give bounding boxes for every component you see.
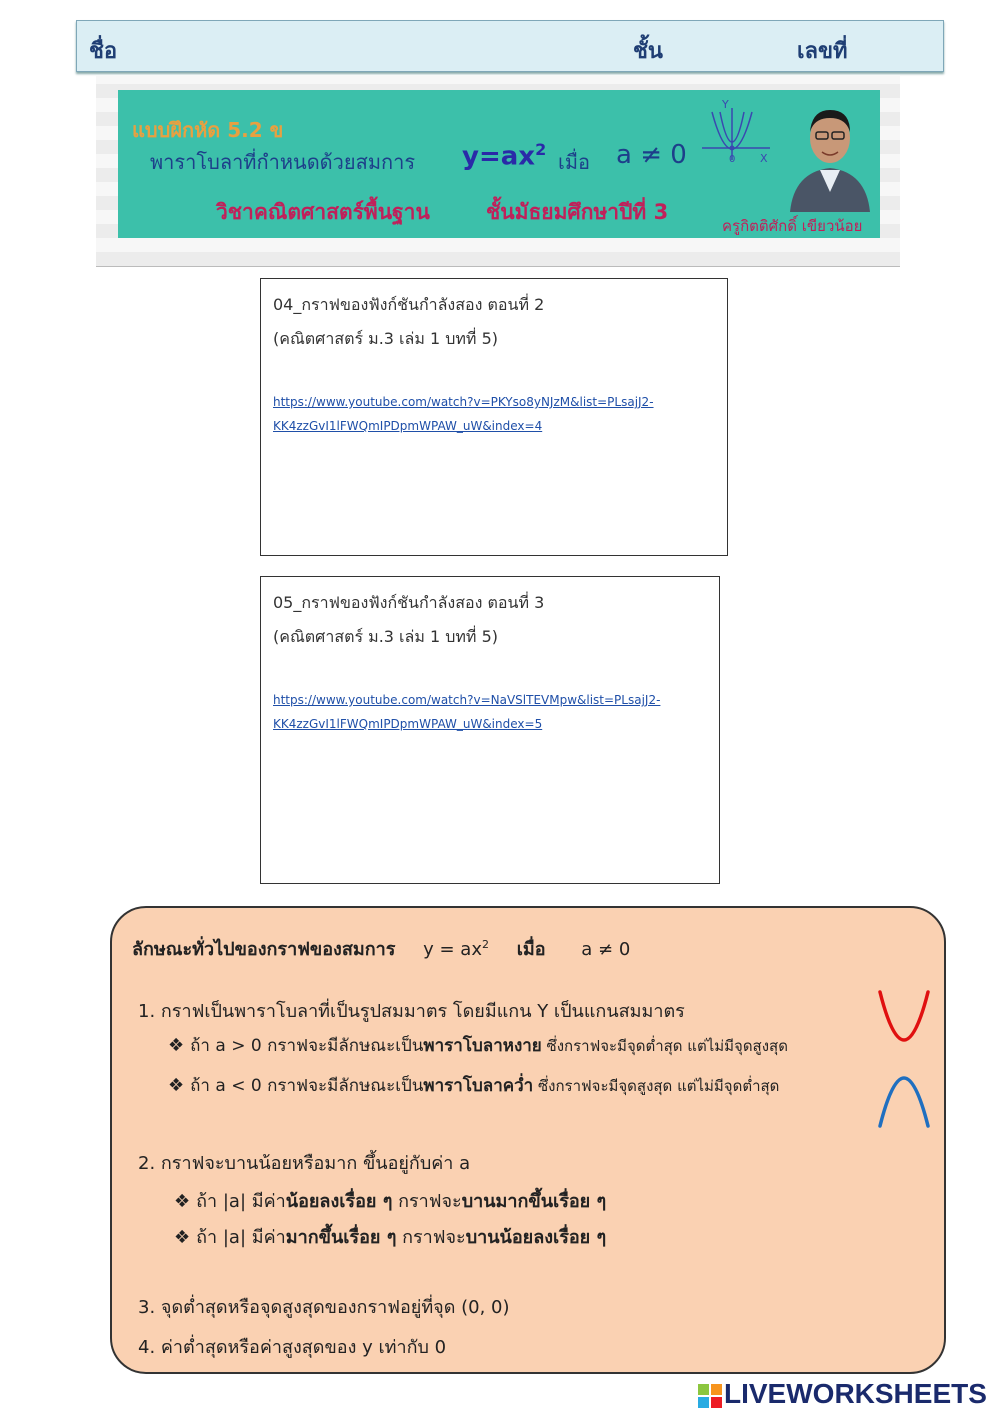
video-link-line1[interactable]: https://www.youtube.com/watch?v=NaVSlTEVMpw&list=PLsajJ2- (273, 693, 661, 707)
point-2b: ❖ ถ้า |a| มีค่ามากขึ้นเรื่อย ๆ กราฟจะบานน้อยลงเรื่อย ๆ (174, 1227, 607, 1248)
banner-panel (118, 90, 880, 238)
teacher-name: ครูกิตติศักดิ์ เขียวน้อย (722, 217, 863, 235)
banner-when: เมื่อ (558, 150, 591, 174)
student-info-bar (76, 20, 944, 72)
point-1b: ❖ ถ้า a < 0 กราฟจะมีลักษณะเป็นพาราโบลาคว่ำ ซึ่งกราฟจะมีจุดสูงสุด แต่ไม่มีจุดต่ำสุด (168, 1075, 780, 1096)
name-label: ชื่อ (89, 39, 118, 64)
banner-subject: วิชาคณิตศาสตร์พื้นฐาน (216, 200, 430, 224)
exercise-label: แบบฝึกหัด 5.2 ข (132, 118, 284, 142)
graph-x-label: X (760, 152, 768, 165)
class-label: ชั้น (633, 39, 663, 64)
logo-text: LIVEWORKSHEETS (724, 1378, 987, 1409)
title-banner (96, 76, 900, 267)
upward-parabola-icon (876, 988, 936, 1052)
point-1a: ❖ ถ้า a > 0 กราฟจะมีลักษณะเป็นพาราโบลาหงาย ซึ่งกราฟจะมีจุดต่ำสุด แต่ไม่มีจุดสูงสุด (168, 1035, 788, 1056)
number-label: เลขที่ (797, 39, 848, 64)
banner-equation: $y=ax^2$ (462, 140, 547, 172)
summary-heading: ลักษณะทั่วไปของกราฟของสมการ $y = ax^2$ เมื่อ a ≠ 0 (132, 938, 631, 960)
video-title: 04_กราฟของฟังก์ชันกำลังสอง ตอนที่ 2 (273, 295, 545, 314)
video-card-04 (260, 278, 728, 556)
summary-box (110, 906, 946, 1374)
banner-subtitle: พาราโบลาที่กำหนดด้วยสมการ (150, 150, 416, 174)
point-2a: ❖ ถ้า |a| มีค่าน้อยลงเรื่อย ๆ กราฟจะบานมากขึ้นเรื่อย ๆ (174, 1191, 607, 1212)
point-2: 2. กราฟจะบานน้อยหรือมาก ขึ้นอยู่กับค่า a (138, 1153, 471, 1174)
video-title: 05_กราฟของฟังก์ชันกำลังสอง ตอนที่ 3 (273, 593, 545, 612)
banner-condition: a ≠ 0 (616, 140, 687, 170)
liveworksheets-logo (698, 1378, 987, 1408)
video-link-line2[interactable]: KK4zzGvI1lFWQmIPDpmWPAW_uW&index=5 (273, 717, 543, 731)
video-book: (คณิตศาสตร์ ม.3 เล่ม 1 บทที่ 5) (273, 329, 498, 348)
video-card-05 (260, 576, 720, 884)
teacher-photo (780, 96, 880, 212)
logo-icon (698, 1384, 722, 1408)
point-3: 3. จุดต่ำสุดหรือจุดสูงสุดของกราฟอยู่ที่จุด (0, 0) (138, 1297, 510, 1318)
mini-parabola-icon (700, 98, 780, 170)
point-4: 4. ค่าต่ำสุดหรือค่าสูงสุดของ y เท่ากับ 0 (138, 1337, 447, 1358)
video-link-line1[interactable]: https://www.youtube.com/watch?v=PKYso8yNJzM&list=PLsajJ2- (273, 395, 654, 409)
video-book: (คณิตศาสตร์ ม.3 เล่ม 1 บทที่ 5) (273, 627, 498, 646)
graph-origin-label: 0 (729, 154, 736, 165)
banner-grade: ชั้นมัธยมศึกษาปีที่ 3 (486, 200, 669, 224)
point-1: 1. กราฟเป็นพาราโบลาที่เป็นรูปสมมาตร โดยมีแกน Y เป็นแกนสมมาตร (138, 1001, 685, 1022)
graph-y-label: Y (722, 98, 729, 111)
video-link-line2[interactable]: KK4zzGvI1lFWQmIPDpmWPAW_uW&index=4 (273, 419, 543, 433)
downward-parabola-icon (876, 1066, 936, 1130)
